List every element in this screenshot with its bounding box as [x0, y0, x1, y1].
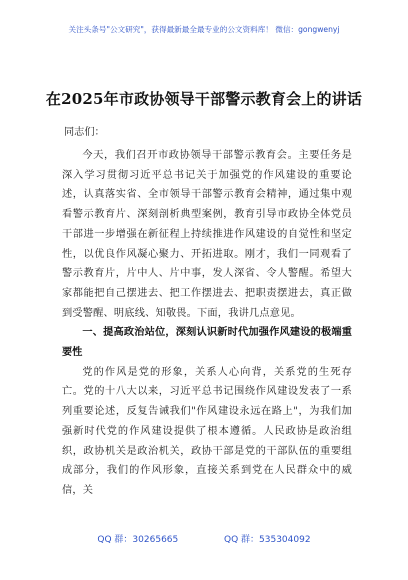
document-title: 在2025年市政协领导干部警示教育会上的讲话: [45, 90, 363, 108]
section-paragraph: 党的作风是党的形象，关系人心向背，关系党的生死存亡。党的十八大以来，习近平总书记围绕作风建设发表了一系列重要论述，反复告诫我们"作风建设永远在路上"，为我们加强新时代党的作风建设提供了根本遵循。人民政协是政治组织，政协机关是政治机关，政协干部是党的干部队伍的重要组成部分，我们的作风形象，直接关系到党在人民群众中的威信，关: [62, 366, 352, 496]
intro-paragraph: 今天，我们召开市政协领导干部警示教育会。主要任务是深入学习贯彻习近平总书记关于加强党的作风建设的重要论述，认真落实省、全市领导干部警示教育会精神，通过集中观看警示教育片、深刻剖析典型案例，教育引导市政协全体党员干部进一步增强在新征程上持续推进作风建设的自觉性和坚定性，以优良作风凝心聚力、开拓进取。刚才，我们一同观看了警示教育片，片中人、片中事，发人深省、令人警醒。希望大家都能把自己摆进去、把工作摆进去、把职责摆进去，真正做到受警醒、明底线、知敬畏。下面，我讲几点意见。: [62, 150, 352, 319]
qq-group-right: QQ 群：535304092: [224, 535, 311, 545]
section-heading: 一、提高政治站位，深刻认识新时代加强作风建设的极端重要性: [62, 326, 352, 359]
top-banner: 关注头条号"公文研究"，获得最新最全最专业的公文资料库！ 微信：gongwenyj: [68, 25, 340, 34]
salutation: 同志们：: [64, 127, 105, 138]
document-body: [62, 146, 352, 501]
footer: [0, 534, 408, 546]
qq-group-left: QQ 群：30265665: [97, 535, 179, 545]
